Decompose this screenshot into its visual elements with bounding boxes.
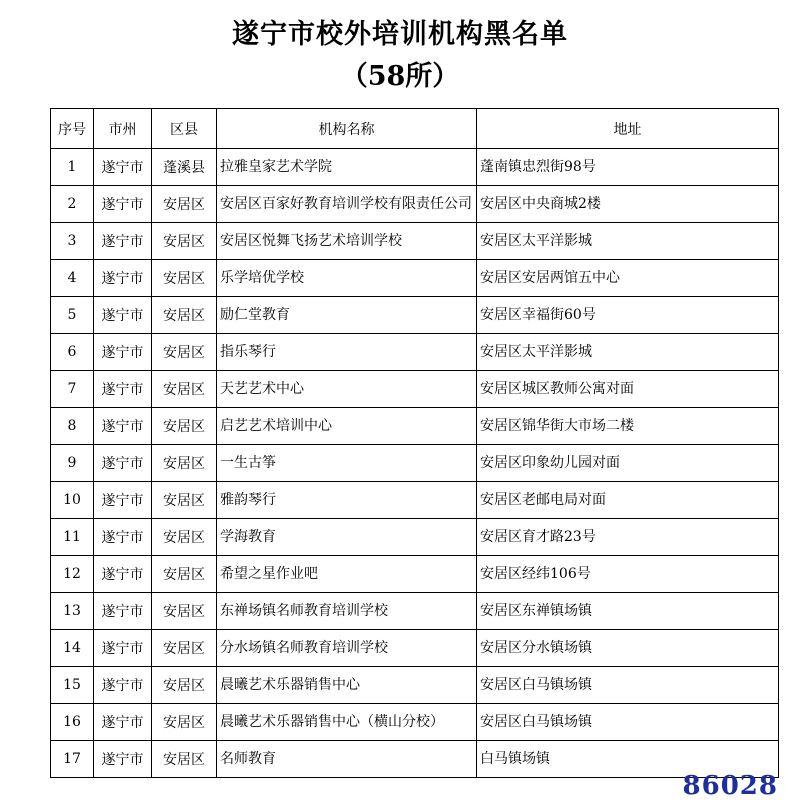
row-city: 遂宁市 — [94, 519, 152, 556]
row-org-name: 励仁堂教育 — [217, 297, 477, 334]
row-org-name: 天艺艺术中心 — [217, 371, 477, 408]
row-city: 遂宁市 — [94, 186, 152, 223]
row-no: 3 — [51, 223, 94, 260]
row-county: 安居区 — [152, 556, 217, 593]
row-address: 安居区幸福街60号 — [477, 297, 779, 334]
page-title: 遂宁市校外培训机构黑名单 — [232, 19, 568, 50]
table-row — [51, 260, 779, 297]
table-body — [51, 149, 779, 778]
row-org-name: 希望之星作业吧 — [217, 556, 477, 593]
table-row — [51, 630, 779, 667]
table-row — [51, 704, 779, 741]
table-row — [51, 482, 779, 519]
row-city: 遂宁市 — [94, 297, 152, 334]
row-county: 安居区 — [152, 223, 217, 260]
row-org-name: 分水场镇名师教育培训学校 — [217, 630, 477, 667]
row-no: 4 — [51, 260, 94, 297]
row-county: 安居区 — [152, 186, 217, 223]
table-row — [51, 519, 779, 556]
row-county: 安居区 — [152, 667, 217, 704]
row-org-name: 乐学培优学校 — [217, 260, 477, 297]
table-row — [51, 667, 779, 704]
row-city: 遂宁市 — [94, 334, 152, 371]
row-org-name: 晨曦艺术乐器销售中心（横山分校） — [217, 704, 477, 741]
row-org-name: 拉雅皇家艺术学院 — [217, 149, 477, 186]
row-no: 7 — [51, 371, 94, 408]
table-header — [51, 109, 779, 149]
row-city: 遂宁市 — [94, 408, 152, 445]
table-row — [51, 223, 779, 260]
row-org-name: 启艺艺术培训中心 — [217, 408, 477, 445]
header-city: 市州 — [94, 109, 152, 149]
row-no: 9 — [51, 445, 94, 482]
row-org-name: 指乐琴行 — [217, 334, 477, 371]
row-org-name: 一生古筝 — [217, 445, 477, 482]
row-org-name: 雅韵琴行 — [217, 482, 477, 519]
row-county: 安居区 — [152, 260, 217, 297]
row-city: 遂宁市 — [94, 630, 152, 667]
header-row — [51, 109, 779, 149]
row-no: 6 — [51, 334, 94, 371]
table-row — [51, 334, 779, 371]
row-address: 安居区中央商城2楼 — [477, 186, 779, 223]
row-address: 安居区安居两馆五中心 — [477, 260, 779, 297]
table-row — [51, 556, 779, 593]
page-subtitle: （58所） — [340, 61, 460, 92]
row-org-name: 名师教育 — [217, 741, 477, 778]
row-no: 15 — [51, 667, 94, 704]
table-row — [51, 408, 779, 445]
row-county: 安居区 — [152, 334, 217, 371]
row-county: 蓬溪县 — [152, 149, 217, 186]
row-address: 安居区老邮电局对面 — [477, 482, 779, 519]
row-city: 遂宁市 — [94, 482, 152, 519]
watermark-number: 86028 — [682, 771, 778, 801]
row-county: 安居区 — [152, 704, 217, 741]
table-row — [51, 149, 779, 186]
row-address: 安居区城区教师公寓对面 — [477, 371, 779, 408]
row-city: 遂宁市 — [94, 260, 152, 297]
blacklist-table — [50, 108, 779, 778]
row-no: 2 — [51, 186, 94, 223]
row-address: 安居区分水镇场镇 — [477, 630, 779, 667]
header-no: 序号 — [51, 109, 94, 149]
row-no: 11 — [51, 519, 94, 556]
table-row — [51, 371, 779, 408]
header-county: 区县 — [152, 109, 217, 149]
row-city: 遂宁市 — [94, 593, 152, 630]
row-no: 14 — [51, 630, 94, 667]
row-address: 安居区锦华街大市场二楼 — [477, 408, 779, 445]
row-no: 8 — [51, 408, 94, 445]
row-county: 安居区 — [152, 482, 217, 519]
row-county: 安居区 — [152, 445, 217, 482]
row-address: 安居区太平洋影城 — [477, 223, 779, 260]
row-city: 遂宁市 — [94, 556, 152, 593]
row-address: 蓬南镇忠烈街98号 — [477, 149, 779, 186]
table-row — [51, 297, 779, 334]
row-org-name: 东禅场镇名师教育培训学校 — [217, 593, 477, 630]
row-address: 白马镇场镇 — [477, 741, 779, 778]
row-org-name: 学海教育 — [217, 519, 477, 556]
header-address: 地址 — [477, 109, 779, 149]
row-county: 安居区 — [152, 371, 217, 408]
row-org-name: 安居区百家好教育培训学校有限责任公司 — [217, 186, 477, 223]
row-county: 安居区 — [152, 741, 217, 778]
row-county: 安居区 — [152, 297, 217, 334]
row-address: 安居区经纬106号 — [477, 556, 779, 593]
row-city: 遂宁市 — [94, 223, 152, 260]
table-row — [51, 593, 779, 630]
row-city: 遂宁市 — [94, 149, 152, 186]
row-address: 安居区东禅镇场镇 — [477, 593, 779, 630]
row-city: 遂宁市 — [94, 445, 152, 482]
table-row — [51, 741, 779, 778]
row-no: 13 — [51, 593, 94, 630]
table-row — [51, 445, 779, 482]
row-county: 安居区 — [152, 593, 217, 630]
row-org-name: 晨曦艺术乐器销售中心 — [217, 667, 477, 704]
header-org-name: 机构名称 — [217, 109, 477, 149]
row-no: 10 — [51, 482, 94, 519]
row-city: 遂宁市 — [94, 667, 152, 704]
row-address: 安居区白马镇场镇 — [477, 667, 779, 704]
row-org-name: 安居区悦舞飞扬艺术培训学校 — [217, 223, 477, 260]
row-address: 安居区太平洋影城 — [477, 334, 779, 371]
row-city: 遂宁市 — [94, 371, 152, 408]
row-city: 遂宁市 — [94, 741, 152, 778]
row-address: 安居区育才路23号 — [477, 519, 779, 556]
row-address: 安居区白马镇场镇 — [477, 704, 779, 741]
row-no: 17 — [51, 741, 94, 778]
row-county: 安居区 — [152, 408, 217, 445]
row-city: 遂宁市 — [94, 704, 152, 741]
row-address: 安居区印象幼儿园对面 — [477, 445, 779, 482]
row-no: 12 — [51, 556, 94, 593]
row-no: 1 — [51, 149, 94, 186]
row-no: 5 — [51, 297, 94, 334]
table-row — [51, 186, 779, 223]
row-county: 安居区 — [152, 519, 217, 556]
row-county: 安居区 — [152, 630, 217, 667]
row-no: 16 — [51, 704, 94, 741]
